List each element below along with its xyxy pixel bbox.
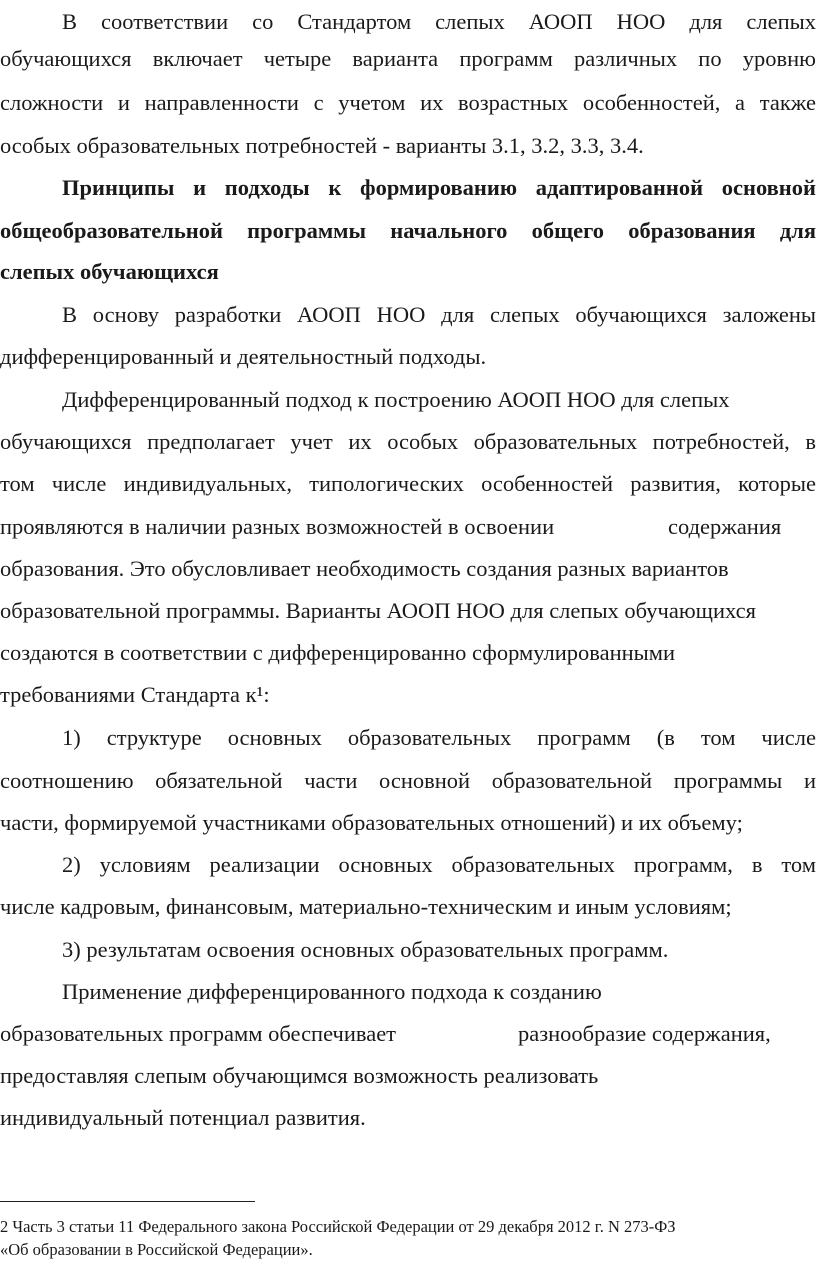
paragraph-3-line-4	[0, 505, 816, 549]
paragraph-2-line-2: дифференцированный и деятельностный подходы.	[0, 344, 487, 369]
paragraph-3-line-6: образовательной программы. Варианты АООП НОО для слепых обучающихся	[0, 598, 756, 623]
paragraph-3-line-4-start: проявляются в наличии разных возможностей в освоении	[0, 514, 555, 539]
list-item-2-line-2: числе кадровым, финансовым, материально-техническим и иным условиям;	[0, 894, 732, 919]
paragraph-4-line-4: индивидуальный потенциал развития.	[0, 1105, 366, 1130]
paragraph-3-line-3: том числе индивидуальных, типологических особенностей развития, которые	[0, 471, 816, 496]
paragraph-3-line-2: обучающихся предполагает учет их особых образовательных потребностей, в	[0, 429, 816, 454]
paragraph-4-line-2-end: разнообразие содержания,	[518, 1021, 771, 1046]
footnote-separator	[0, 1201, 255, 1202]
paragraph-1-line-2: обучающихся включает четыре варианта программ различных по уровню	[0, 46, 816, 71]
paragraph-1-line-4: особых образовательных потребностей - варианты 3.1, 3.2, 3.3, 3.4.	[0, 133, 644, 158]
section-heading-line-2: общеобразовательной программы начального общего образования для	[0, 218, 816, 243]
paragraph-1-line-3: сложности и направленности с учетом их возрастных особенностей, а также	[0, 90, 816, 115]
paragraph-3-line-8: требованиями Стандарта к¹:	[0, 682, 270, 707]
section-heading-line-3: слепых обучающихся	[0, 259, 219, 284]
list-item-1-line-3: части, формируемой участниками образовательных отношений) и их объему;	[0, 810, 743, 835]
footnote-line-1: 2 Часть 3 статьи 11 Федерального закона Российской Федерации от 29 декабря 2012 г. N 273-ФЗ	[0, 1217, 676, 1236]
list-item-1-line-2: соотношению обязательной части основной образовательной программы и	[0, 768, 816, 793]
paragraph-3-line-1: Дифференцированный подход к построению АООП НОО для слепых	[62, 387, 730, 412]
paragraph-4-line-1: Применение дифференцированного подхода к созданию	[62, 979, 602, 1004]
paragraph-2-line-1: В основу разработки АООП НОО для слепых обучающихся заложены	[62, 302, 816, 327]
footnote-line-2: «Об образовании в Российской Федерации».	[0, 1240, 313, 1259]
paragraph-1-line-1: В соответствии со Стандартом слепых АООП НОО для слепых	[62, 9, 816, 34]
list-item-3-line-1: 3) результатам освоения основных образовательных программ.	[62, 937, 669, 962]
paragraph-4-line-2	[0, 1012, 816, 1056]
section-heading-line-1: Принципы и подходы к формированию адаптированной основной	[62, 175, 816, 200]
paragraph-3-line-5: образования. Это обусловливает необходимость создания разных вариантов	[0, 556, 729, 581]
paragraph-4-line-2-start: образовательных программ обеспечивает	[0, 1021, 397, 1046]
paragraph-3-line-4-end: содержания	[668, 514, 782, 539]
paragraph-4-line-3: предоставляя слепым обучающимся возможность реализовать	[0, 1063, 599, 1088]
paragraph-3-line-7: создаются в соответствии с дифференцированно сформулированными	[0, 640, 676, 665]
list-item-2-line-1: 2) условиям реализации основных образовательных программ, в том	[62, 852, 816, 877]
list-item-1-line-1: 1) структуре основных образовательных программ (в том числе	[62, 725, 816, 750]
